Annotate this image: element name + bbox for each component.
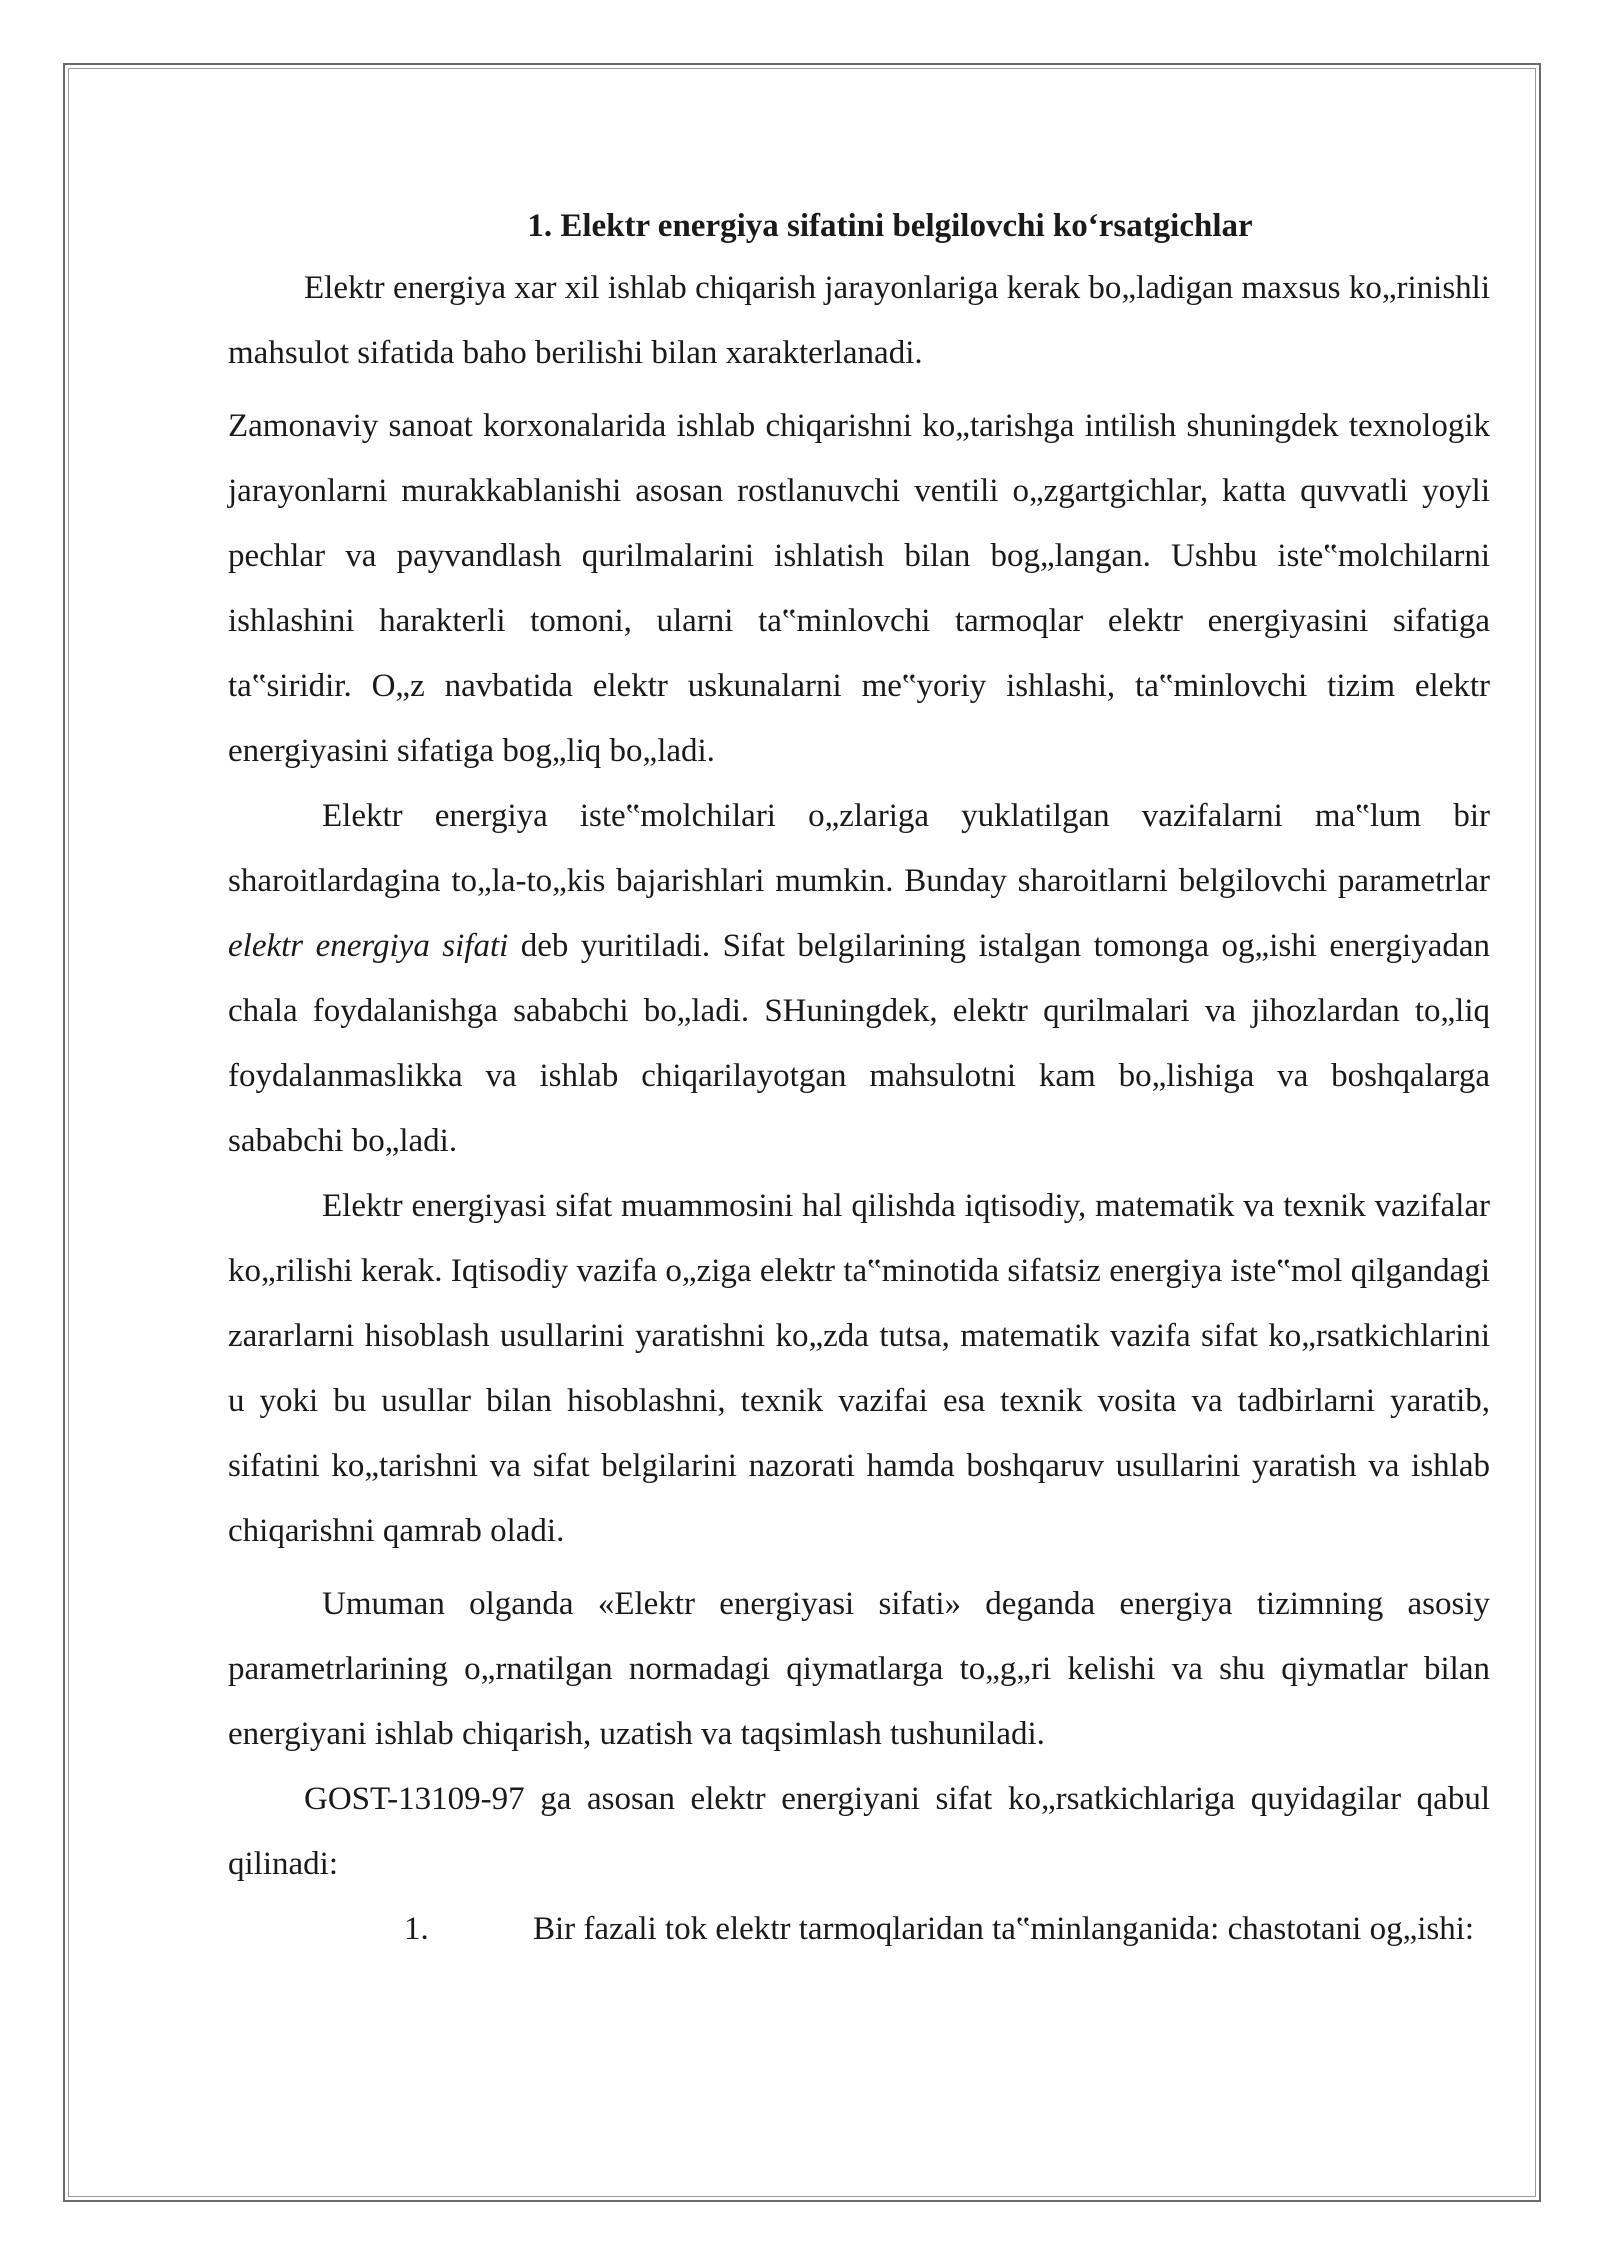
list-item-text: Bir fazali tok elektr tarmoqlaridan ta‟minlanganida: chastotani og„ishi:	[533, 1911, 1475, 1947]
paragraph-3-end: deb yuritiladi. Sifat belgilarining istalgan tomonga og„ishi energiyadan chala foydalanishga sababchi bo„ladi. SHuningdek, elektr qurilmalari va jihozlardan to„liq foydalanmaslikka va ishlab chiqarilayotgan mahsulotni kam bo„lishiga va boshqalarga sababchi bo„ladi.	[228, 928, 1490, 1159]
italic-term: elektr energiya sifati	[228, 928, 509, 964]
paragraph-3	[228, 784, 1490, 1174]
paragraph-1: Elektr energiya xar xil ishlab chiqarish jarayonlariga kerak bo„ladigan maxsus ko„rinishli mahsulot sifatida baho berilishi bilan xarakterlanadi.	[228, 270, 1490, 371]
list-item-number: 1.	[404, 1911, 429, 1947]
list-item	[228, 1897, 1490, 1962]
paragraph-6: GOST-13109-97 ga asosan elektr energiyani sifat ko„rsatkichlariga quyidagilar qabul qilinadi:	[228, 1781, 1490, 1882]
section-title: 1. Elektr energiya sifatini belgilovchi ko‘rsatgichlar	[527, 208, 1253, 244]
paragraph-2: Zamonaviy sanoat korxonalarida ishlab chiqarishni ko„tarishga intilish shuningdek texnologik jarayonlarni murakkablanishi asosan rostlanuvchi ventili o„zgartgichlar, katta quvvatli yoyli pechlar va payvandlash qurilmalarini ishlatish bilan bog„langan. Ushbu iste‟molchilarni ishlashini harakterli tomoni, ularni ta‟minlovchi tarmoqlar elektr energiyasini sifatiga ta‟siridir. O„z navbatida elektr uskunalarni me‟yoriy ishlashi, ta‟minlovchi tizim elektr energiyasini sifatiga bog„liq bo„ladi.	[228, 408, 1490, 769]
paragraph-5: Umuman olganda «Elektr energiyasi sifati» deganda energiya tizimning asosiy parametrlarining o„rnatilgan normadagi qiymatlarga to„g„ri kelishi va shu qiymatlar bilan energiyani ishlab chiqarish, uzatish va taqsimlash tushuniladi.	[228, 1586, 1490, 1752]
paragraph-4: Elektr energiyasi sifat muammosini hal qilishda iqtisodiy, matematik va texnik vazifalar ko„rilishi kerak. Iqtisodiy vazifa o„ziga elektr ta‟minotida sifatsiz energiya iste‟mol qilgandagi zararlarni hisoblash usullarini yaratishni ko„zda tutsa, matematik vazifa sifat ko„rsatkichlarini u yoki bu usullar bilan hisoblashni, texnik vazifai esa texnik vosita va tadbirlarni yaratib, sifatini ko„tarishni va sifat belgilarini nazorati hamda boshqaruv usullarini yaratish va ishlab chiqarishni qamrab oladi.	[228, 1188, 1490, 1549]
document-body	[228, 198, 1490, 1962]
paragraph-3-start: Elektr energiya iste‟molchilari o„zlariga yuklatilgan vazifalarni ma‟lum bir sharoitlardagina to„la-to„kis bajarishlari mumkin. Bunday sharoitlarni belgilovchi parametrlar	[228, 798, 1490, 899]
